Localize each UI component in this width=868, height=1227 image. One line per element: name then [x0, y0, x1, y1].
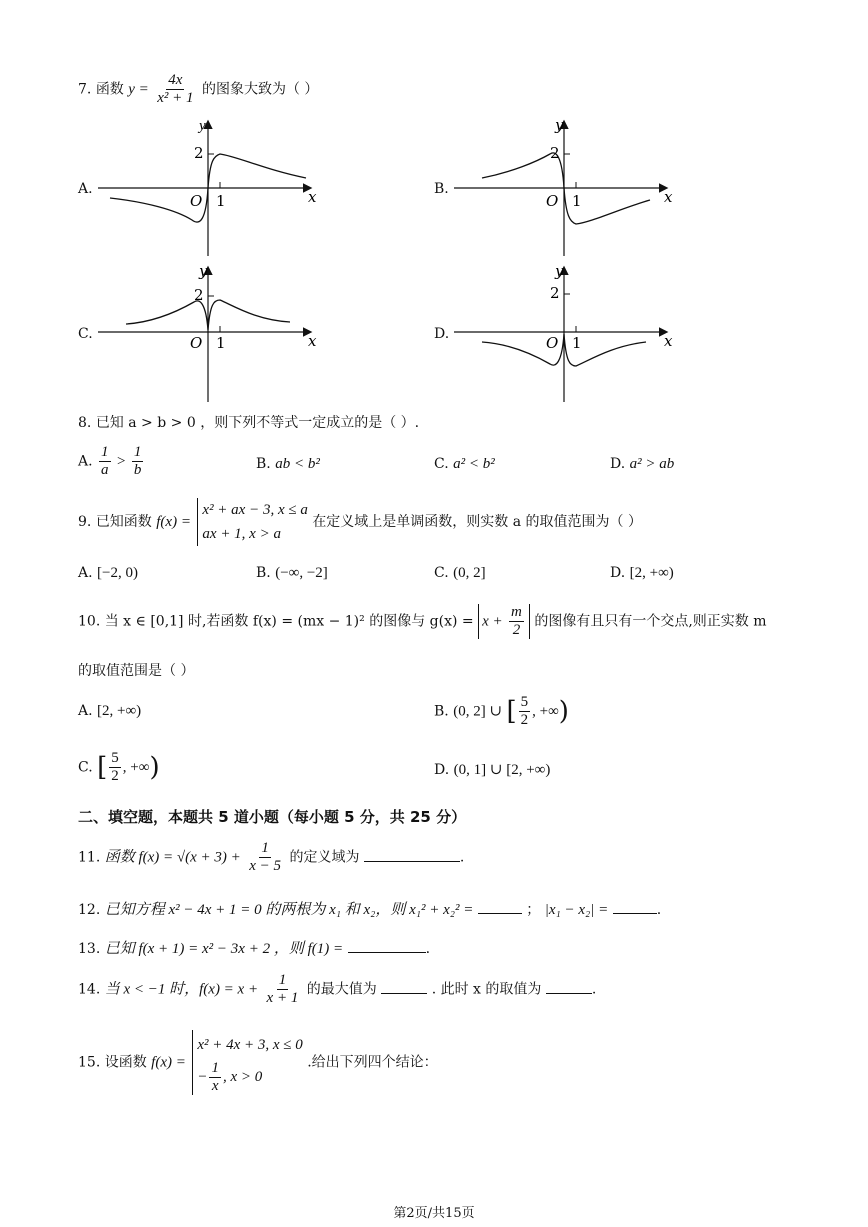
q7-option-a-label: A. [78, 181, 93, 197]
q7-func-num: 4x [168, 72, 183, 88]
page-footer: 第2页/共15页 [393, 1206, 475, 1221]
svg-text:1: 1 [572, 334, 582, 352]
q7-graph-c [96, 262, 326, 404]
q12-answer-blank-1[interactable] [478, 899, 522, 914]
svg-text:2: 2 [550, 284, 560, 302]
q11-stem: 11. 函数 f(x) = √(x + 3) + $\frac{1}{x - 5}$ 的定义域为 . [78, 840, 465, 874]
q7-func-lhs: y = [128, 81, 149, 98]
q10-option-b: B. (0, 2] ∪ [ $\frac{5}{2}$ , +∞) [434, 694, 569, 728]
q7-graph-d [452, 262, 682, 404]
q11-answer-blank[interactable] [364, 847, 460, 862]
section-2-title: 二、填空题，本题共 5 道小题（每小题 5 分，共 25 分） [78, 808, 467, 826]
q7-func-den: x² + 1 [157, 90, 194, 106]
q8-stem [78, 412, 419, 432]
x-label: x [308, 188, 317, 206]
q10-abs: x + $\frac{m}{2}$ [478, 604, 530, 639]
q10-option-a: A. [2, +∞) [78, 703, 142, 719]
svg-text:1: 1 [572, 192, 582, 210]
q14-stem: 14. 当 x < −1 时，f(x) = x + $\frac{1}{x + 1}$ 的最大值为 . 此时 x 的取值为 . [78, 972, 597, 1006]
svg-text:1: 1 [216, 334, 226, 352]
svg-text:O: O [546, 192, 559, 210]
q8-option-d: D. a² > ab [610, 456, 675, 472]
svg-text:2: 2 [550, 144, 560, 162]
svg-text:x: x [308, 332, 317, 350]
y-label: y [199, 118, 206, 134]
q9-stem: 9. 已知函数 f(x) = x² + ax − 3, x ≤ a ax + 1, x > a 在定义域上是单调函数，则实数 a 的取值范围为（ ） [78, 498, 642, 546]
q10-option-c: C. [ $\frac{5}{2}$ , +∞) [78, 750, 160, 784]
q13-answer-blank[interactable] [348, 938, 426, 953]
q12-answer-blank-2[interactable] [613, 899, 657, 914]
q15-stem: 15. 设函数 f(x) = x² + 4x + 3, x ≤ 0 − $\frac{1}{x}$ , x > 0 .给出下列四个结论： [78, 1030, 438, 1095]
q7-stem-post: 的图象大致为（ ） [201, 81, 319, 98]
q7-stem [78, 72, 318, 107]
q8-number: 8. [78, 415, 92, 431]
svg-text:y: y [555, 116, 564, 134]
q7-func-fraction [155, 72, 195, 107]
q10-option-d: D. (0, 1] ∪ [2, +∞) [434, 762, 551, 778]
q13-stem: 13. 已知 f(x + 1) = x² − 3x + 2 ，则 f(1) = . [78, 937, 430, 958]
q7-graph-a [96, 116, 326, 258]
svg-text:y: y [555, 262, 564, 280]
svg-text:O: O [190, 334, 203, 352]
svg-text:x: x [664, 332, 673, 350]
q7-number: 7. [78, 81, 92, 98]
tick-1: 1 [216, 192, 226, 210]
tick-2: 2 [194, 144, 204, 162]
q7-option-c-label: C. [78, 326, 93, 342]
origin: O [190, 192, 203, 210]
q7-option-d-label: D. [434, 326, 450, 342]
q14-answer-blank-2[interactable] [546, 979, 592, 994]
q15-piecewise: x² + 4x + 3, x ≤ 0 − $\frac{1}{x}$ , x > 0 [192, 1030, 302, 1095]
q10-stem: 10. 当 x ∈ [0,1] 时,若函数 f(x) = (mx − 1)² 的图像与 g(x) = x + $\frac{m}{2}$ 的图像有且只有一个交点,则正实数 m [78, 604, 767, 638]
svg-text:O: O [546, 334, 559, 352]
q9-option-c: C. (0, 2] [434, 565, 486, 581]
q8-stem-text: 已知 a > b > 0 ，则下列不等式一定成立的是（ ）. [95, 415, 420, 431]
q7-stem-pre: 函数 [95, 81, 124, 98]
q9-option-b: B. (−∞, −2] [256, 565, 328, 581]
q14-answer-blank-1[interactable] [381, 979, 427, 994]
q9-option-d: D. [2, +∞) [610, 565, 674, 581]
svg-text:2: 2 [194, 286, 204, 304]
svg-text:x: x [664, 188, 673, 206]
q8-option-c: C. a² < b² [434, 456, 495, 472]
q8-option-a: A. $\frac{1}{a}$ > $\frac{1}{b}$ [78, 444, 142, 478]
q12-stem: 12. 已知方程 x² − 4x + 1 = 0 的两根为 x₁ 和 x₂，则 x₁² + x₂² = ； |x₁ − x₂| = . [78, 898, 661, 919]
svg-text:y: y [199, 262, 208, 280]
q7-graph-b [452, 116, 682, 258]
q9-piecewise: x² + ax − 3, x ≤ a ax + 1, x > a [197, 498, 307, 546]
q7-option-b-label: B. [434, 181, 449, 197]
q10-stem-c: 的取值范围是（ ） [78, 663, 195, 679]
q9-option-a: A. [−2, 0) [78, 565, 138, 581]
q8-option-b: B. ab < b² [256, 456, 320, 472]
